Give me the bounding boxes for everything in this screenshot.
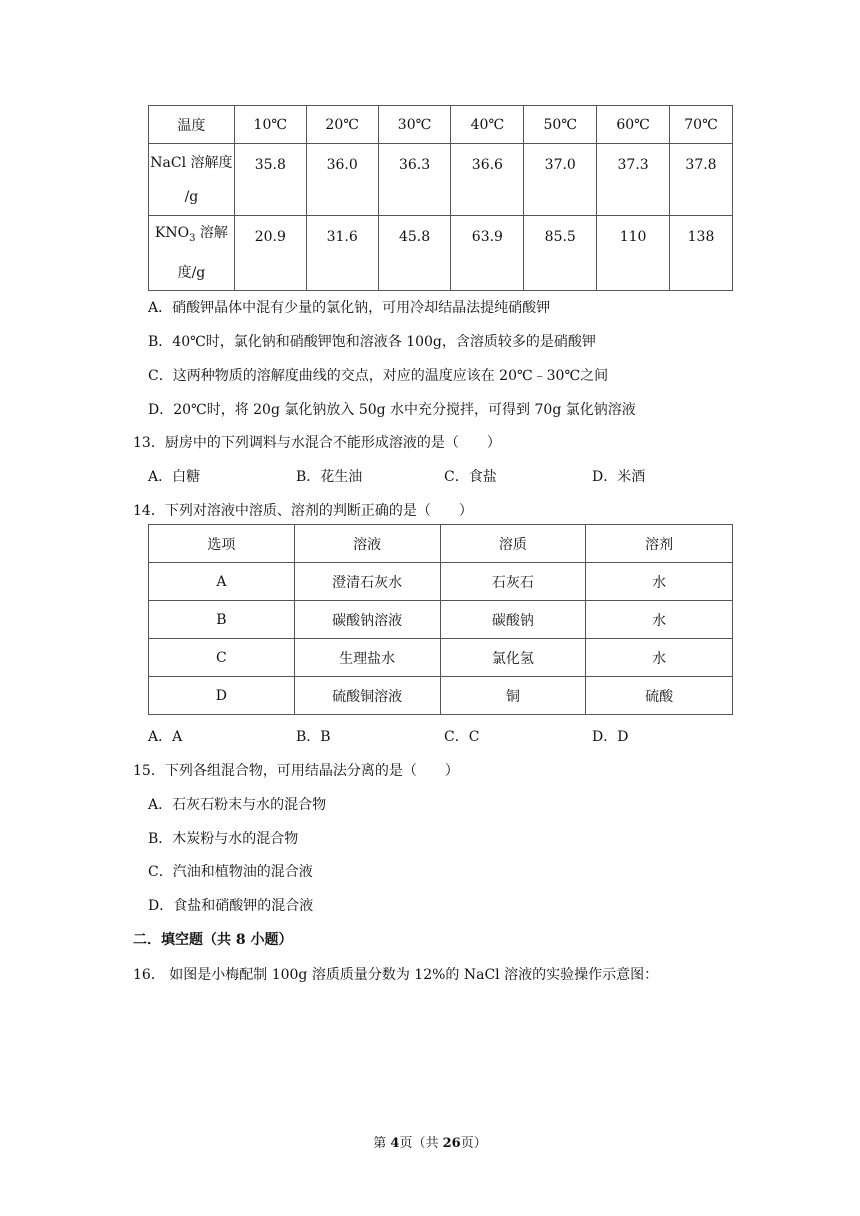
value-cell: 85.5 <box>524 216 597 291</box>
row-label-line1: NaCl 溶解度 <box>150 154 233 171</box>
q13-stem: 13．厨房中的下列调料与水混合不能形成溶液的是（ ） <box>133 435 501 451</box>
table-row <box>149 677 733 715</box>
header-cell: 温度 <box>149 106 235 144</box>
q14-option-b: B．B <box>296 729 331 745</box>
q12-option-b: B．40℃时，氯化钠和硝酸钾饱和溶液各 100g，含溶质较多的是硝酸钾 <box>148 334 596 350</box>
q15-option-d: D．食盐和硝酸钾的混合液 <box>148 898 314 914</box>
page-footer: 第 4页（共 26页） <box>373 1136 487 1151</box>
table-cell: C <box>149 639 295 677</box>
row-label <box>149 216 235 291</box>
table-cell: 石灰石 <box>440 563 586 601</box>
value-cell: 36.3 <box>378 144 451 216</box>
q14-stem: 14．下列对溶液中溶质、溶剂的判断正确的是（ ） <box>133 503 473 519</box>
table-cell: 碳酸钠溶液 <box>294 601 440 639</box>
table-cell: D <box>149 677 295 715</box>
table-cell: 水 <box>586 563 733 601</box>
q12-option-a: A．硝酸钾晶体中混有少量的氯化钠，可用冷却结晶法提纯硝酸钾 <box>148 300 551 316</box>
table-row <box>149 639 733 677</box>
value-cell: 20.9 <box>234 216 306 291</box>
header-cell: 40℃ <box>451 106 524 144</box>
kno3-row <box>149 216 733 291</box>
table-cell: 氯化氢 <box>440 639 586 677</box>
q15-option-a: A．石灰石粉末与水的混合物 <box>148 797 327 813</box>
q15-stem: 15．下列各组混合物，可用结晶法分离的是（ ） <box>133 763 459 779</box>
table-cell: 水 <box>586 639 733 677</box>
row-label-line2: 度/g <box>177 264 206 281</box>
q14-header-row <box>149 525 733 563</box>
table-cell: 水 <box>586 601 733 639</box>
table-cell: B <box>149 601 295 639</box>
table-cell: 碳酸钠 <box>440 601 586 639</box>
q13-option-d: D．米酒 <box>592 469 646 485</box>
header-cell: 50℃ <box>524 106 597 144</box>
row-label-line1: $KNO_3$ 溶解 <box>154 225 228 244</box>
q14-option-c: C．C <box>444 729 480 745</box>
q13-option-b: B．花生油 <box>296 469 363 485</box>
value-cell: 37.3 <box>597 144 670 216</box>
q12-option-d: D．20℃时，将 20g 氯化钠放入 50g 水中充分搅拌，可得到 70g 氯化钠溶液 <box>148 402 636 418</box>
solubility-header-row <box>149 106 733 144</box>
value-cell: 35.8 <box>234 144 306 216</box>
nacl-row <box>149 144 733 216</box>
page-total: 26 <box>442 1136 461 1151</box>
value-cell: 45.8 <box>378 216 451 291</box>
header-cell: 10℃ <box>234 106 306 144</box>
header-cell: 溶质 <box>440 525 586 563</box>
row-label <box>149 144 235 216</box>
solubility-table <box>148 105 733 291</box>
table-cell: 硫酸铜溶液 <box>294 677 440 715</box>
header-cell: 溶剂 <box>586 525 733 563</box>
q14-option-d: D．D <box>592 729 629 745</box>
q15-option-c: C．汽油和植物油的混合液 <box>148 864 313 880</box>
header-cell: 20℃ <box>306 106 378 144</box>
value-cell: 36.0 <box>306 144 378 216</box>
header-cell: 60℃ <box>597 106 670 144</box>
value-cell: 36.6 <box>451 144 524 216</box>
q14-option-a: A．A <box>148 729 183 745</box>
table-cell: 铜 <box>440 677 586 715</box>
header-cell: 选项 <box>149 525 295 563</box>
header-cell: 30℃ <box>378 106 451 144</box>
header-cell: 70℃ <box>670 106 733 144</box>
value-cell: 63.9 <box>451 216 524 291</box>
row-label-line2: /g <box>184 188 199 205</box>
q13-option-a: A．白糖 <box>148 469 201 485</box>
page-number: 4 <box>390 1136 400 1151</box>
table-cell: 生理盐水 <box>294 639 440 677</box>
q16-stem: 16． 如图是小梅配制 100g 溶质质量分数为 12%的 NaCl 溶液的实验操作示意图： <box>133 967 659 983</box>
value-cell: 37.0 <box>524 144 597 216</box>
value-cell: 31.6 <box>306 216 378 291</box>
table-cell: A <box>149 563 295 601</box>
table-cell: 硫酸 <box>586 677 733 715</box>
section-title: 二．填空题（共 8 小题） <box>133 932 293 948</box>
q13-option-c: C．食盐 <box>444 469 497 485</box>
q14-table <box>148 524 733 715</box>
q12-option-c: C．这两种物质的溶解度曲线的交点，对应的温度应该在 20℃﹣30℃之间 <box>148 368 609 384</box>
table-row <box>149 601 733 639</box>
header-cell: 溶液 <box>294 525 440 563</box>
q15-option-b: B．木炭粉与水的混合物 <box>148 831 299 847</box>
value-cell: 110 <box>597 216 670 291</box>
value-cell: 37.8 <box>670 144 733 216</box>
value-cell: 138 <box>670 216 733 291</box>
table-row <box>149 563 733 601</box>
table-cell: 澄清石灰水 <box>294 563 440 601</box>
